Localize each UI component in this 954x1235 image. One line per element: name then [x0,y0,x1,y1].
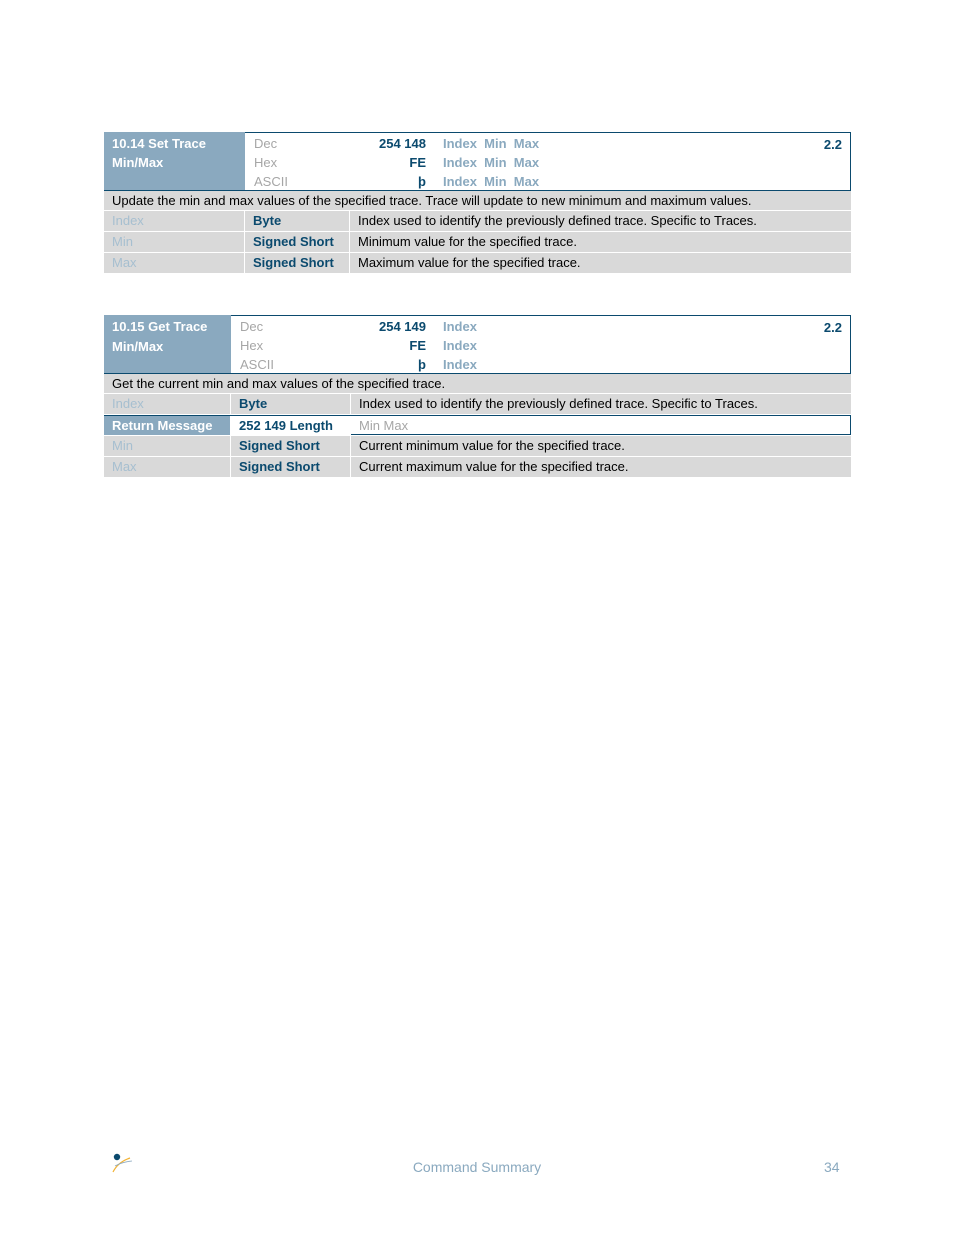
hex-code: FE [409,155,426,170]
ascii-code: þ [418,174,426,189]
command-description: Update the min and max values of the specified trace. Trace will update to new minimum and maximum values. [104,191,851,211]
param-type: Signed Short [231,436,350,456]
hex-label: Hex [254,155,278,170]
ascii-label: ASCII [240,357,274,372]
ascii-params: Index Min Max [443,174,540,189]
param-name: Min [104,232,244,252]
dec-label: Dec [240,319,264,334]
version-number: 2.2 [823,137,842,152]
param-row-index [104,211,851,232]
hex-params: Index [443,338,477,353]
param-type: Signed Short [245,253,349,273]
param-desc: Index used to identify the previously defined trace. Specific to Traces. [351,394,851,414]
dec-params: Index Min Max [443,136,540,151]
param-name: Max [104,253,244,273]
footer-title: Command Summary [412,1159,542,1175]
page-number: 34 [824,1159,840,1175]
command-block-set-trace-min-max [104,132,851,274]
command-description: Get the current min and max values of the specified trace. [104,374,851,394]
version-number: 2.2 [823,320,842,335]
command-title-line1: 10.14 Set Trace [112,136,206,151]
return-row-min [104,436,851,457]
command-header [104,132,851,191]
command-block-get-trace-min-max [104,315,851,478]
command-title [104,315,231,373]
dec-code: 254 149 [379,319,426,334]
param-row-max [104,253,851,274]
command-title-line2: Min/Max [112,155,164,170]
command-title-line1: 10.15 Get Trace [112,319,208,334]
param-row-min [104,232,851,253]
command-title-line2: Min/Max [112,339,164,354]
hex-params: Index Min Max [443,155,540,170]
ascii-params: Index [443,357,477,372]
dec-params: Index [443,319,477,334]
param-type: Signed Short [231,457,350,477]
dec-code: 254 148 [379,136,426,151]
hex-code: FE [409,338,426,353]
return-params: Min Max [351,416,851,435]
param-name: Min [104,436,230,456]
param-name: Index [104,211,244,231]
return-row-max [104,457,851,478]
param-desc: Index used to identify the previously defined trace. Specific to Traces. [350,211,851,231]
param-desc: Maximum value for the specified trace. [350,253,851,273]
hex-label: Hex [240,338,264,353]
return-label: Return Message [104,416,230,435]
return-message-row [104,415,851,436]
param-desc: Current minimum value for the specified trace. [351,436,851,456]
param-type: Byte [245,211,349,231]
param-type: Signed Short [245,232,349,252]
param-type: Byte [231,394,350,414]
dec-label: Dec [254,136,278,151]
ascii-label: ASCII [254,174,288,189]
command-header [104,315,851,374]
param-name: Max [104,457,230,477]
param-desc: Minimum value for the specified trace. [350,232,851,252]
return-code: 252 149 Length [231,416,350,435]
param-row-index [104,394,851,415]
param-name: Index [104,394,230,414]
ascii-code: þ [418,357,426,372]
command-title [104,132,245,190]
param-desc: Current maximum value for the specified trace. [351,457,851,477]
